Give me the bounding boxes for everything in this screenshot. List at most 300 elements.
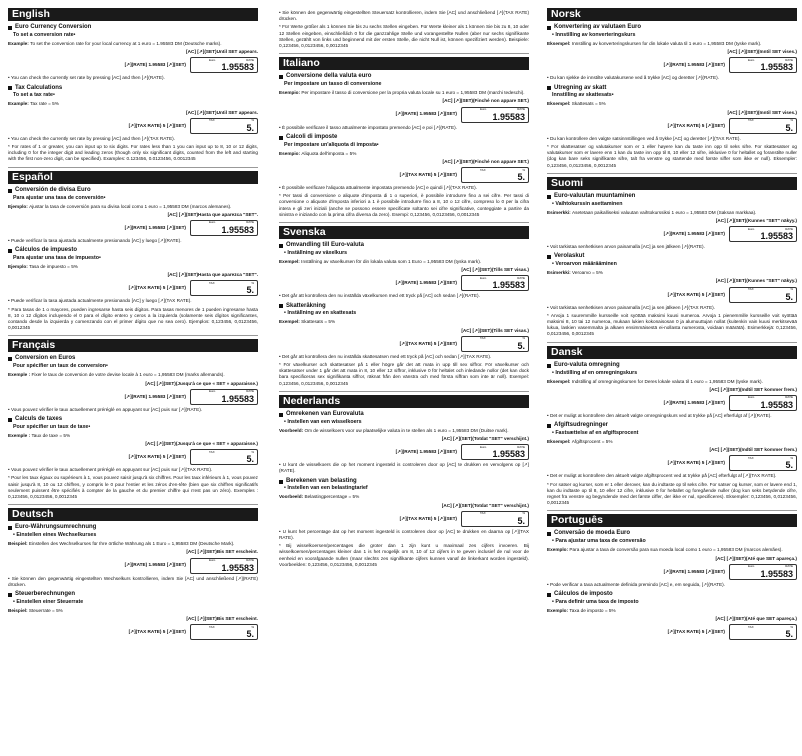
key-sequence: [↗](TAX RATE) 5 [↗](SET) (128, 454, 186, 460)
key-sequence: [↗](RATE) 1.95583 [↗](SET) (395, 449, 457, 455)
note-text: • You can check the currently set rate by pressing [AC] and then [↗](RATE). (8, 75, 165, 81)
example-text: Innstilling av konverteringskursen for din lokale valuta til 1 euro = 1,95583 DM (tyske mark). (571, 40, 762, 46)
key-sequence-row (8, 212, 258, 218)
subsection-title: • Para definir uma taxa de imposto (552, 598, 639, 605)
key-sequence: [AC] [↗](SET)(Até que SET apareça.) (715, 555, 797, 561)
display-indicator: Euro (748, 226, 755, 231)
section-title (8, 24, 258, 32)
example-label: Exemple : (8, 372, 32, 378)
language-heading: Deutsch (8, 508, 258, 521)
note-text: • U kunt de wisselkoers die op het moment ingesteld is controleren door op [AC] te drukken en vervolgens op [↗](RATE). (279, 462, 529, 474)
display-value: 5. (785, 629, 793, 640)
key-sequence: [AC] [↗](SET)(Finché non appare SET.) (442, 158, 529, 164)
display-indicator: TAX (209, 280, 215, 285)
section-title-text: Utregning av skatt (554, 84, 607, 91)
display-indicator: RATE (246, 558, 254, 563)
key-sequence: [↗](TAX RATE) 5 [↗](SET) (667, 122, 725, 128)
key-sequence: [AC] [↗](SET)(Totdat "SET" verschijnt.) (441, 435, 529, 441)
lcd-display (729, 287, 797, 303)
lcd-display (190, 118, 258, 134)
key-sequence-row (8, 272, 258, 278)
square-bullet-icon (8, 249, 12, 253)
section-title-text: Verolaskut (554, 253, 585, 260)
section-title (547, 24, 797, 32)
example-line (8, 433, 258, 439)
display-value: 5. (517, 515, 525, 526)
subsection-title: • Indstilling af en omregningskurs (552, 369, 638, 376)
key-sequence: [AC] [↗](SET)(Tills SET visas.) (461, 267, 529, 273)
display-value: 1.95583 (760, 399, 793, 410)
example-text: Skattesats = 5% (301, 319, 336, 325)
example-label: Esimerkki: (547, 270, 573, 276)
note-text: • È possibile verificare l'aliquota attualmente impostata premendo [AC] e quindi [↗](TAX RATE). (279, 185, 478, 191)
example-text: Per impostare il tasso di conversione per la propria valuta locale su 1 euro = 1,95583 DM (marchi tedeschi). (301, 90, 525, 96)
display-value: 5. (246, 285, 254, 296)
display-indicator: % (522, 336, 525, 341)
section-title (279, 134, 529, 142)
square-bullet-icon (279, 244, 283, 248)
language-heading: Svenska (279, 226, 529, 239)
square-bullet-icon (279, 480, 283, 484)
note-text: * Para tasas de 1 o mayores, pueden ingresarse hasta seis dígitos. Para tasas menores de 1 pueden ingresarse hasta 8, 10 o 12 dígitos incluyendo el 0 para el dígito entero y ceros a la izquierda (solamente seis dígitos significantes, contando desde la izquierda y comenzando con el primer dígito que no sea cero). Ejemplos: 0,123456, 0,0123456, 0,0012345 (8, 306, 258, 331)
key-sequence-row (8, 441, 258, 447)
display-indicator: RATE (246, 57, 254, 62)
subsection-title: • Einstellen einer Steuerrate (13, 598, 84, 605)
subsection-title: Para ajustar una tasa de conversión• (13, 194, 106, 201)
section-title-text: Calculs de taxes (15, 415, 63, 422)
key-sequence-row (547, 455, 797, 471)
display-value: 5. (517, 340, 525, 351)
example-label: Exempel: (279, 319, 302, 325)
note-text: * Für Werte größer als 1 können Sie bis zu sechs Stellen eingeben. Für Werte kleiner als 1 können Sie bis zu 8, 10 oder 12 Stellen eingeben, einschließlich 0 für die ganzzahlige Stelle und vorangestellte Nullen (aber nur sechs signifikante Stellen, gezählt von links und beginnend mit der ersten Stelle, die nicht Null ist, können spezifiziert werden). Beispiele: 0,123456, 0,0123456, 0,0012345 (279, 24, 529, 49)
note-text: • You can check the currently set rate by pressing [AC] and then [↗](TAX RATE). (8, 135, 175, 141)
key-sequence-row (8, 110, 258, 116)
divider (279, 222, 529, 223)
language-heading: Nederlands (279, 395, 529, 408)
display-value: 1.95583 (492, 280, 525, 291)
key-sequence-row (547, 278, 797, 284)
section-title (8, 416, 258, 424)
key-sequence: [↗](TAX RATE) 5 [↗](SET) (399, 340, 457, 346)
example-label: Exemple : (8, 432, 32, 438)
divider (279, 391, 529, 392)
display-indicator: Euro (748, 564, 755, 569)
display-indicator: Euro (480, 275, 487, 280)
key-sequence: [AC] [↗](SET)(Tills SET visas.) (461, 327, 529, 333)
key-sequence-row (547, 387, 797, 393)
key-sequence-row (8, 118, 258, 134)
square-bullet-icon (8, 593, 12, 597)
example-text: Steuerrate = 5% (28, 607, 63, 613)
section-title (547, 362, 797, 370)
language-heading: English (8, 8, 258, 21)
note-text: • Det går att kontrollera den nu inställda skattesatsen med ett tryck på [AC] och sedan [↗](TAX RATE). (279, 353, 492, 359)
display-indicator: TAX (480, 167, 486, 172)
section-title-text: Cálculos de impuesto (15, 247, 78, 254)
note-text: * Arvoja 1 suuremmille kursseille voit syöttää maksimi kuusi numeroa. Arvoja 1 pienemmille kursseille voit syöttää maksimi 8, 10 tai 12 numeroa, mukaan lukien kokonaisosan 0 ja alumuuttujan nollat (kuitenkin vain kuusi merkitsevää lukua, laskien vasemmalta ja alkaen ensimmäisestä ei-nollasta numerosta, voidaan määrätä). Esimerkkejä: 0,123456, 0,0123456, 0,0012345 (547, 312, 797, 337)
section-title-text: Euro-valuutan muuntaminen (554, 192, 636, 199)
display-indicator: Euro (480, 444, 487, 449)
subsection-title: • Para ajustar uma taxa de conversão (552, 538, 646, 545)
example-label: Ejemplo: (8, 264, 30, 269)
key-sequence: [↗](TAX RATE) 5 [↗](SET) (667, 460, 725, 466)
display-value: 1.95583 (221, 393, 254, 404)
key-sequence-row (8, 389, 258, 405)
display-indicator: RATE (246, 220, 254, 225)
note-text: • Du kan kontrollere den valgte satsinnstillingen ved å trykke [AC] og deretter [↗](TAX RATE). (547, 135, 741, 141)
display-value: 5. (246, 122, 254, 133)
key-sequence-row (8, 558, 258, 574)
key-sequence-row (547, 118, 797, 134)
key-sequence-row (547, 218, 797, 224)
note-text: • Sie können den gegenwärtig eingestellten Wechselkurs kontrollieren, indem Sie [AC] und anschließend [↗](RATE) drücken. (8, 575, 258, 587)
lcd-display (461, 107, 529, 123)
lcd-display (461, 511, 529, 527)
key-sequence: [↗](TAX RATE) 5 [↗](SET) (667, 291, 725, 297)
example-line (8, 608, 258, 614)
square-bullet-icon (279, 304, 283, 308)
key-sequence-row (8, 49, 258, 55)
display-indicator: % (790, 624, 793, 629)
key-sequence: [↗](TAX RATE) 5 [↗](SET) (667, 629, 725, 635)
key-sequence-row (8, 549, 258, 555)
square-bullet-icon (279, 75, 283, 79)
display-indicator: TAX (748, 624, 754, 629)
section-title-text: Calcoli di imposte (286, 133, 338, 140)
section-title-text: Konvertering av valutaen Euro (554, 24, 642, 30)
key-sequence: [AC] [↗](SET)(Inntil SET vises.) (727, 109, 797, 115)
section-title (279, 478, 529, 486)
language-heading: Suomi (547, 177, 797, 190)
display-indicator: TAX (480, 511, 486, 516)
key-sequence: [AC] [↗](SET)Hasta que aparezca "SET". (167, 211, 258, 217)
example-text: Fixer le taux de conversion de votre devise locale à 1 euro = 1,95583 DM (marks allemands). (31, 372, 225, 378)
section-title-text: Conversión de divisa Euro (15, 186, 91, 193)
example-line (8, 41, 258, 47)
example-text: Inställning av växelkursen för din lokala valuta som 1 Euro = 1,95583 DM (tyska mark). (301, 258, 482, 264)
lcd-display (190, 624, 258, 640)
example-text: Ajustar la tasa de conversión para su divisa local como 1 euro = 1,95583 DM (marcos alemanes). (29, 203, 232, 209)
lcd-display (190, 449, 258, 465)
display-indicator: RATE (246, 389, 254, 394)
divider (547, 173, 797, 174)
language-heading: Norsk (547, 8, 797, 21)
key-sequence: [AC] [↗](SET)(Até que SET apareça.) (715, 616, 797, 622)
display-indicator: RATE (785, 226, 793, 231)
key-sequence-row (547, 616, 797, 622)
language-heading: Español (8, 171, 258, 184)
display-value: 5. (785, 460, 793, 471)
key-sequence: [↗](RATE) 1.95583 [↗](SET) (663, 399, 725, 405)
key-sequence-row (279, 167, 529, 183)
display-indicator: TAX (209, 449, 215, 454)
key-sequence-row (279, 511, 529, 527)
subsection-title: To set a conversion rate• (13, 31, 76, 38)
display-indicator: % (790, 287, 793, 292)
section-title-text: Cálculos de imposto (554, 590, 613, 597)
example-line (279, 259, 529, 265)
section-title (547, 85, 797, 93)
lcd-display (190, 57, 258, 73)
example-line (8, 264, 258, 270)
key-sequence-row (8, 449, 258, 465)
display-indicator: RATE (785, 57, 793, 62)
section-title (279, 303, 529, 311)
section-title (547, 591, 797, 599)
note-text: • È possibile verificare il tasso attualmente impostato premendo [AC] e poi [↗](RATE). (279, 124, 457, 130)
note-text: • Vous pouvez vérifier le taux actuellement préréglé en appuyant sur [AC] puis sur [↗](RATE). (8, 406, 203, 412)
display-value: 1.95583 (492, 111, 525, 122)
subsection-title: • Inställning av en skattesats (284, 310, 357, 317)
key-sequence: [↗](RATE) 1.95583 [↗](SET) (124, 224, 186, 230)
example-text: Veroarvo = 5% (572, 270, 603, 276)
key-sequence-row (547, 395, 797, 411)
display-indicator: % (251, 624, 254, 629)
key-sequence: [AC] [↗](SET)(Indtil SET kommer frem.) (709, 447, 797, 453)
lcd-display (190, 280, 258, 296)
section-title (279, 242, 529, 250)
square-bullet-icon (8, 189, 12, 193)
section-title-text: Conversão de moeda Euro (554, 530, 631, 537)
section-title (547, 193, 797, 201)
example-line (547, 547, 797, 553)
example-label: Esempio: (279, 150, 302, 156)
key-sequence-row (8, 57, 258, 73)
example-label: Eksempel: (547, 378, 572, 384)
key-sequence-row (547, 287, 797, 303)
key-sequence: [AC] [↗](SET)(Jusqu'à ce que « SET » apparaisse.) (145, 380, 258, 386)
example-text: Asetetaan paikalliseksi valuutan vaihtokurssiksi 1 euro = 1,95583 DM (Saksan markkaa). (572, 209, 757, 215)
subsection-title: • Vaihtokurssin asettaminen (552, 200, 623, 207)
square-bullet-icon (279, 136, 283, 140)
note-text: * Per tassi di conversione o aliquote d'imposta di 1 o superiori, è possibile introdurre fino a sei cifre. Per tassi di conversione o aliquote d'imposta inferiori a 1 è possibile introdurre fino a 8, 10 o 12 cifre, compreso lo 0 per la cifra intera e gli zeri iniziali (anche se possono essere specificate soltanto sei cifre significative, conteggiate a partire da sinistra e iniziando con la prima cifra diversa da zero). Esempi: 0,123456, 0,0123456, 0,0012345 (279, 193, 529, 217)
key-sequence-row (279, 328, 529, 334)
square-bullet-icon (547, 364, 551, 368)
key-sequence: [↗](RATE) 1.95583 [↗](SET) (663, 568, 725, 574)
key-sequence: [↗](TAX RATE) 5 [↗](SET) (399, 171, 457, 177)
lcd-display (729, 226, 797, 242)
display-indicator: Euro (748, 57, 755, 62)
example-line (547, 101, 797, 107)
example-text: Para ajustar a taxa de conversão para sua moeda local como 1 euro = 1,95583 DM (marcos alemães). (569, 547, 783, 553)
section-title (547, 253, 797, 261)
divider (547, 510, 797, 511)
example-label: Beispiel: (8, 607, 29, 613)
display-indicator: TAX (480, 336, 486, 341)
square-bullet-icon (8, 86, 12, 90)
key-sequence-row (279, 159, 529, 165)
subsection-title: Pour spécifier un taux de conversion• (13, 363, 108, 370)
lcd-display (729, 624, 797, 640)
key-sequence: [AC] [↗](SET)Until SET appears. (186, 49, 258, 55)
square-bullet-icon (547, 593, 551, 597)
key-sequence: [↗](RATE) 1.95583 [↗](SET) (395, 280, 457, 286)
section-title (8, 591, 258, 599)
display-indicator: % (522, 511, 525, 516)
language-heading: Français (8, 339, 258, 352)
key-sequence: [AC] [↗](SET)(Inntil SET vises.) (727, 49, 797, 55)
key-sequence: [AC] [↗](SET)(Jusqu'à ce que « SET » apparaisse.) (145, 441, 258, 447)
subsection-title: • Veroarvon määrääminen (552, 261, 617, 268)
example-text: Einstellen des Wechselkurses für Ihre örtliche Währung als 1 Euro = 1,95583 DM (Deutsche Mark). (28, 541, 235, 547)
key-sequence: [AC] [↗](SET)(Finché non appare SET.) (442, 98, 529, 104)
lcd-display (729, 395, 797, 411)
note-text: • Voit tarkistaa senhetkisen arvon painamalla [AC] ja sen jälkeen [↗](RATE). (547, 244, 705, 250)
note-text: • Puede verificar la tasa ajustada actualmente presionando [AC] y luego [↗](TAX RATE). (8, 298, 192, 304)
note-text: • Sie können den gegenwärtig eingestellten Steuersatz kontrollieren, indem Sie [AC] und anschließend [↗](TAX RATE) drücken. (279, 10, 529, 22)
square-bullet-icon (547, 255, 551, 259)
example-text: Tasa de impuesto = 5% (29, 264, 78, 269)
square-bullet-icon (8, 526, 12, 530)
example-line (8, 372, 258, 378)
example-line (8, 101, 258, 107)
lcd-display (190, 389, 258, 405)
display-indicator: Euro (209, 558, 216, 563)
key-sequence-row (8, 220, 258, 236)
note-text: * Bij wisselkoersen/percentages die groter dan 1 zijn kunt u maximaal zes cijfers invoeren. Bij wisselkoersen/percentages kleiner dan 1 is het mogelijk om 8, 10 of 12 cijfers in te geven inclusief de nul voor de eenheid en voorafgaande nullen (maar slechts zes signifikante cijfers kunnen vanaf de linkerkant worden ingesteld). Voorbeelden: 0,123456, 0,0123456, 0,0012345 (279, 543, 529, 567)
key-sequence-row (279, 275, 529, 291)
display-value: 1.95583 (221, 562, 254, 573)
key-sequence: [↗](TAX RATE) 5 [↗](SET) (128, 629, 186, 635)
column-3 (547, 8, 797, 642)
lcd-display (729, 455, 797, 471)
subsection-title: Pour spécifier un taux de taxe• (13, 423, 91, 430)
subsection-title: • Innstilling av konverteringskurs (552, 31, 636, 38)
key-sequence-row (547, 556, 797, 562)
section-title-text: Conversion en Euros (15, 355, 76, 362)
display-value: 1.95583 (760, 231, 793, 242)
subsection-title: • Instellen van een belastingtarief (284, 485, 368, 492)
display-value: 1.95583 (760, 62, 793, 73)
example-line (547, 270, 797, 276)
key-sequence: [AC] [↗](SET)Bis SET erscheint. (186, 549, 258, 555)
display-indicator: RATE (517, 275, 525, 280)
example-line (279, 151, 529, 157)
key-sequence-row (547, 57, 797, 73)
section-title-text: Tax Calculations (15, 84, 63, 91)
display-indicator: Euro (480, 107, 487, 112)
key-sequence: [↗](RATE) 1.95583 [↗](SET) (124, 562, 186, 568)
example-label: Voorbeeld: (279, 427, 305, 433)
display-value: 5. (517, 172, 525, 183)
key-sequence: [↗](TAX RATE) 5 [↗](SET) (128, 122, 186, 128)
subsection-title: • Einstellen eines Wechselkurses (13, 532, 97, 539)
display-indicator: Euro (209, 389, 216, 394)
example-label: Exempel: (279, 258, 302, 264)
display-indicator: % (522, 167, 525, 172)
lcd-display (461, 275, 529, 291)
divider (8, 167, 258, 168)
subsection-title: To set a tax rate• (13, 92, 55, 99)
square-bullet-icon (547, 86, 551, 90)
section-title (547, 422, 797, 430)
subsection-title: • Fastsættelse af en afgiftsprocent (552, 430, 639, 437)
example-label: Exemplo: (547, 607, 570, 613)
example-label: Example: (8, 40, 31, 46)
lcd-display (461, 336, 529, 352)
lcd-display (190, 220, 258, 236)
key-sequence: [↗](RATE) 1.95583 [↗](SET) (663, 62, 725, 68)
square-bullet-icon (547, 424, 551, 428)
example-line (547, 439, 797, 445)
section-title-text: Afgiftsudregninger (554, 422, 608, 429)
note-text: * For rates of 1 or greater, you can input up to six digits. For rates less than 1 you can input up to 8, 10 or 12 digits, including 0 for the integer digit and leading zeros (though only six significant digits, counted from the left and starting with the first non-zero digit, can be specified). Examples: 0.123456, 0.0123456, 0.0012345 (8, 144, 258, 162)
example-line (547, 41, 797, 47)
section-title-text: Conversione della valuta euro (286, 73, 372, 80)
example-label: Esimerkki: (547, 209, 573, 215)
key-sequence: [↗](RATE) 1.95583 [↗](SET) (124, 393, 186, 399)
key-sequence: [AC] [↗](SET)Hasta que aparezca "SET". (167, 272, 258, 278)
section-title-text: Omrekenen van Eurovaluta (286, 410, 364, 417)
section-title-text: Skatteräkning (286, 302, 326, 309)
example-label: Eksempel: (547, 101, 572, 107)
square-bullet-icon (8, 418, 12, 422)
note-text: * Pour les taux égaux ou supérieurs à 1, vous pouvez saisir jusqu'à six chiffres. Pour les taux inférieurs à 1, vous pouvez saisir jusqu'à 8, 10 ou 12 chiffres, y compris le 0 pour l'entier et les zéros d'en-tête (bien que six chiffres significatifs seulement puissent être spécifiés à compter de la gauche et du premier chiffre qui n'est pas un zéro). Exemples : 0,123456, 0,0123456, 0,0012345 (8, 475, 258, 500)
column-2 (279, 8, 529, 570)
example-line (8, 204, 258, 210)
section-title (547, 530, 797, 538)
lcd-display (190, 558, 258, 574)
lcd-display (461, 444, 529, 460)
example-label: Voorbeeld: (279, 494, 305, 500)
note-text: • U kunt het percentage dat op het moment ingesteld is controleren door op [AC] te drukken en daarna op [↗](TAX RATE). (279, 528, 529, 541)
note-text: • Pode verificar a taxa actualmente definida premindo [AC] e, em seguida, [↗](RATE). (547, 581, 725, 587)
language-heading: Português (547, 514, 797, 527)
example-label: Esempio: (279, 90, 302, 96)
key-sequence: [↗](RATE) 1.95583 [↗](SET) (395, 111, 457, 117)
section-title (8, 524, 258, 532)
display-indicator: RATE (785, 564, 793, 569)
display-indicator: Euro (748, 395, 755, 400)
example-label: Ejemplo: (8, 203, 30, 209)
section-title-text: Euro Currency Conversion (15, 24, 92, 30)
section-title (8, 187, 258, 195)
display-value: 5. (246, 454, 254, 465)
display-indicator: TAX (209, 624, 215, 629)
display-indicator: % (790, 118, 793, 123)
example-text: Tax rate = 5% (30, 101, 59, 107)
example-text: Indstilling af omregningskursen for Deres lokale valuta til 1 euro = 1,95583 DM (tyske mark). (571, 378, 763, 384)
key-sequence-row (8, 381, 258, 387)
section-title (8, 247, 258, 255)
note-text: • Puede verificar la tasa ajustada actualmente presionando [AC] y luego [↗](RATE). (8, 237, 182, 243)
example-line (547, 210, 797, 216)
section-title (8, 85, 258, 93)
subsection-title: Per impostare un tasso di conversione (284, 81, 382, 88)
display-indicator: % (251, 280, 254, 285)
section-title (279, 73, 529, 81)
display-indicator: TAX (748, 287, 754, 292)
example-text: Aliquota dell'imposta = 5% (301, 150, 357, 156)
square-bullet-icon (279, 413, 283, 417)
key-sequence: [AC] [↗](SET)Bis SET erscheint. (186, 616, 258, 622)
example-text: Belastingpercentage = 5% (304, 494, 360, 500)
subsection-title: • Inställning av växelkurs (284, 249, 348, 256)
subsection-title: Para ajustar una tasa de impuesto• (13, 255, 101, 262)
example-text: Skattesats = 5% (571, 101, 606, 107)
square-bullet-icon (547, 26, 551, 30)
display-value: 1.95583 (221, 224, 254, 235)
display-value: 1.95583 (492, 449, 525, 460)
display-value: 5. (785, 122, 793, 133)
language-heading: Dansk (547, 346, 797, 359)
key-sequence-row (547, 49, 797, 55)
display-indicator: TAX (209, 118, 215, 123)
example-label: Eksempel: (547, 439, 572, 445)
key-sequence-row (279, 336, 529, 352)
example-line (279, 494, 529, 500)
key-sequence-row (547, 110, 797, 116)
